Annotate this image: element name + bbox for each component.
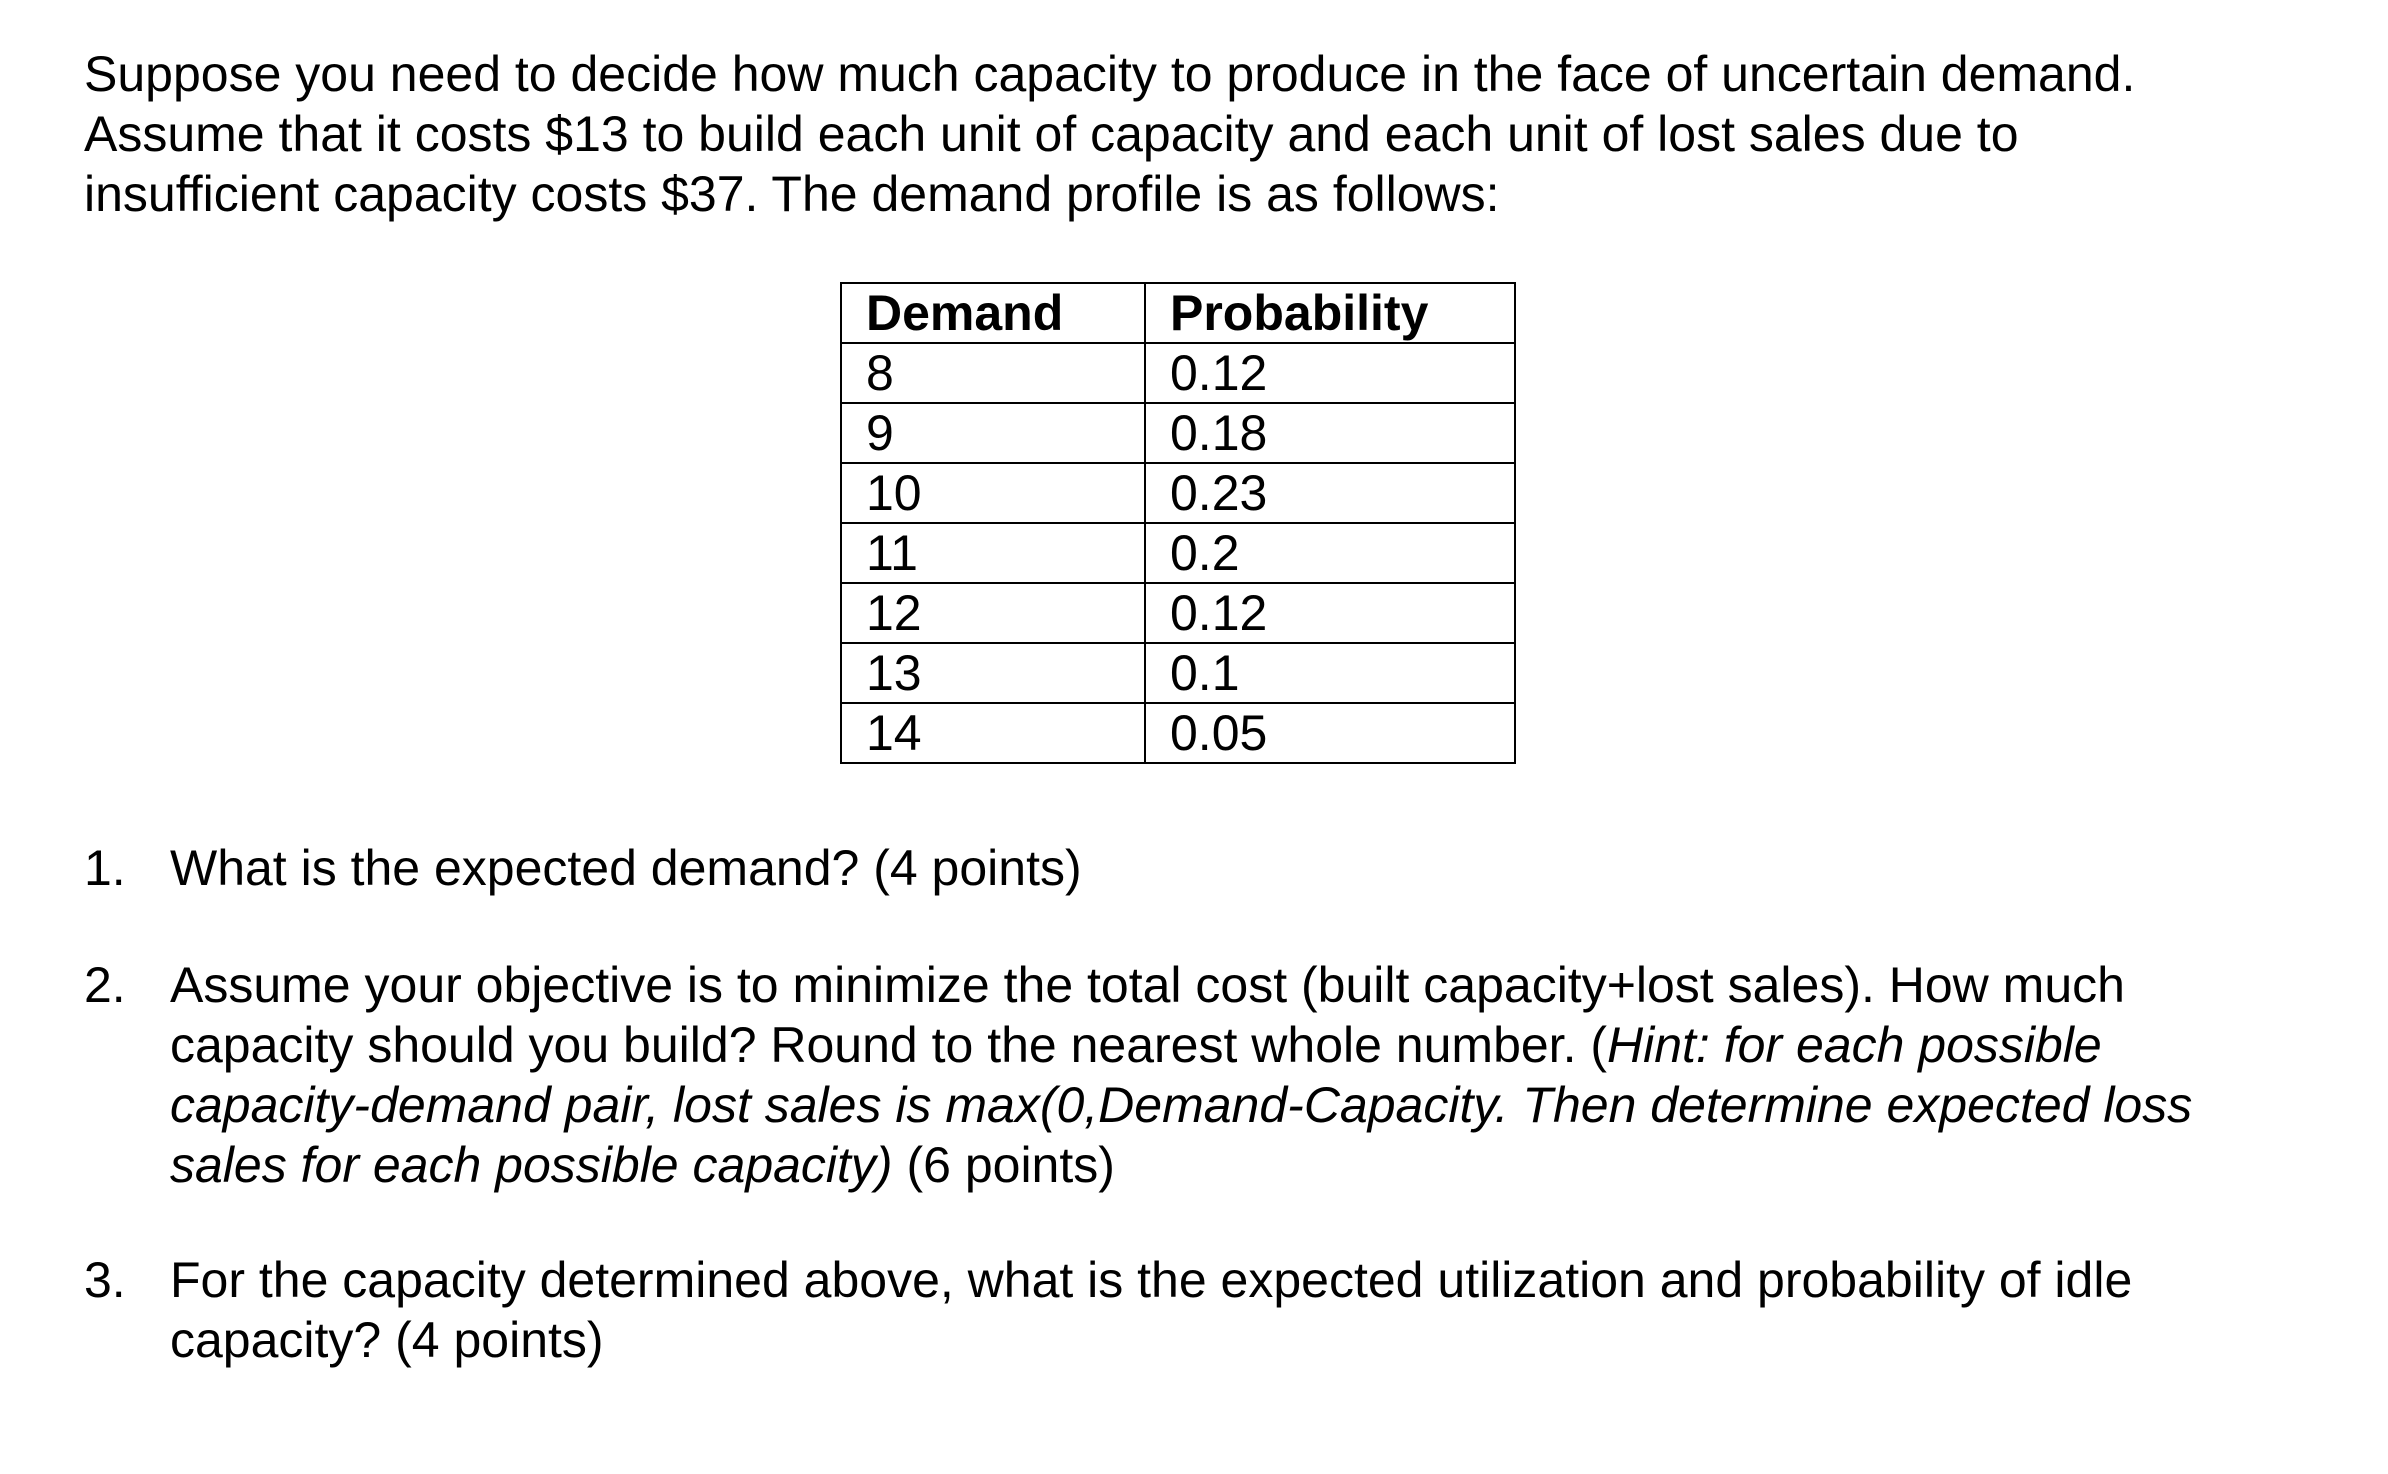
question-body (170, 955, 2388, 1195)
hint-text: capacity-demand pair, lost sales is max(0,Demand-Capacity. Then determine expected loss (170, 1077, 2193, 1133)
probability-cell: 0.12 (1145, 343, 1515, 403)
question-text: For the capacity determined above, what is the expected utilization and probability of idle (170, 1252, 2133, 1308)
table-row (841, 583, 1515, 643)
question-text: Assume your objective is to minimize the total cost (built capacity+lost sales). How much (170, 957, 2125, 1013)
demand-cell: 8 (841, 343, 1145, 403)
table-row (841, 343, 1515, 403)
question-line (170, 838, 2388, 898)
demand-cell: 10 (841, 463, 1145, 523)
demand-cell: 9 (841, 403, 1145, 463)
question-line (170, 1135, 2388, 1195)
question-number: 3. (84, 1252, 126, 1308)
question-number: 2. (84, 957, 126, 1013)
probability-cell: 0.2 (1145, 523, 1515, 583)
question-line (170, 1310, 2388, 1370)
question-text: What is the expected demand? (4 points) (170, 840, 1082, 896)
intro-paragraph (84, 44, 2344, 224)
question-body (170, 1250, 2388, 1370)
points-text: (6 points) (892, 1137, 1115, 1193)
hint-text: sales for each possible capacity) (170, 1137, 893, 1193)
table-row (841, 463, 1515, 523)
question-line (170, 955, 2388, 1015)
question-text: capacity? (4 points) (170, 1312, 604, 1368)
probability-cell: 0.23 (1145, 463, 1515, 523)
intro-line: Suppose you need to decide how much capacity to produce in the face of uncertain demand. (84, 46, 2136, 102)
intro-line: insufficient capacity costs $37. The demand profile is as follows: (84, 166, 1500, 222)
question-line (170, 1075, 2388, 1135)
table-row (841, 643, 1515, 703)
demand-probability-table (840, 282, 1516, 764)
hint-text: Hint: for each possible (1607, 1017, 2102, 1073)
question-number: 1. (84, 840, 126, 896)
question-line (170, 1250, 2388, 1310)
probability-cell: 0.18 (1145, 403, 1515, 463)
demand-column-header: Demand (841, 283, 1145, 343)
probability-cell: 0.05 (1145, 703, 1515, 763)
probability-cell: 0.1 (1145, 643, 1515, 703)
probability-column-header: Probability (1145, 283, 1515, 343)
demand-cell: 11 (841, 523, 1145, 583)
demand-cell: 14 (841, 703, 1145, 763)
table-row (841, 703, 1515, 763)
question-body (170, 838, 2388, 898)
table-row (841, 403, 1515, 463)
probability-cell: 0.12 (1145, 583, 1515, 643)
demand-cell: 12 (841, 583, 1145, 643)
intro-line: Assume that it costs $13 to build each unit of capacity and each unit of lost sales due to (84, 106, 2019, 162)
demand-cell: 13 (841, 643, 1145, 703)
table-header-row (841, 283, 1515, 343)
table-row (841, 523, 1515, 583)
question-line (170, 1015, 2388, 1075)
question-text: capacity should you build? Round to the nearest whole number. ( (170, 1017, 1608, 1073)
